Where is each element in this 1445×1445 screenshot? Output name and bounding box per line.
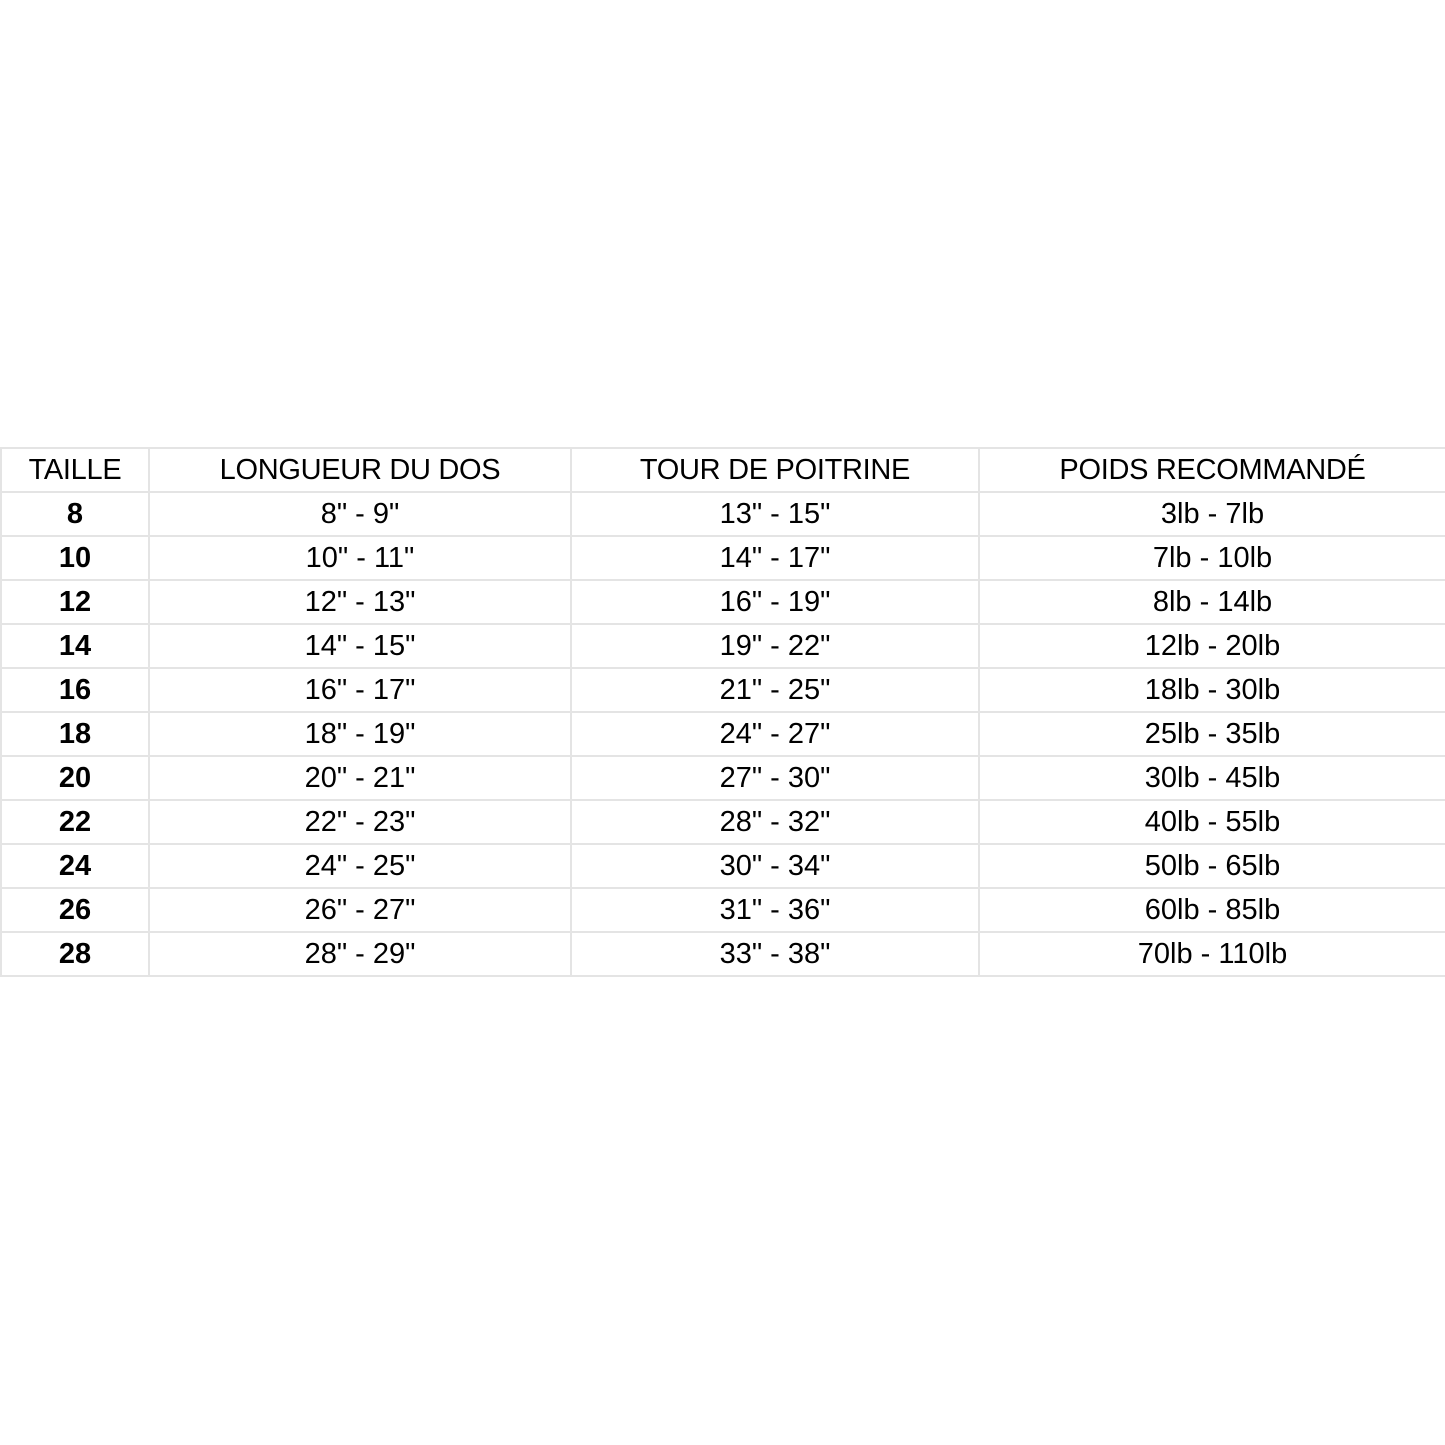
size-cell: 12 xyxy=(1,580,149,624)
table-row xyxy=(1,668,1445,712)
back-length-cell: 20" - 21" xyxy=(149,756,571,800)
back-length-cell: 24" - 25" xyxy=(149,844,571,888)
chest-cell: 33" - 38" xyxy=(571,932,979,976)
table-row xyxy=(1,624,1445,668)
chest-cell: 27" - 30" xyxy=(571,756,979,800)
back-length-cell: 8" - 9" xyxy=(149,492,571,536)
weight-cell: 8lb - 14lb xyxy=(979,580,1445,624)
chest-cell: 14" - 17" xyxy=(571,536,979,580)
back-length-cell: 16" - 17" xyxy=(149,668,571,712)
chest-cell: 21" - 25" xyxy=(571,668,979,712)
size-cell: 24 xyxy=(1,844,149,888)
chest-cell: 31" - 36" xyxy=(571,888,979,932)
table-header-row xyxy=(1,448,1445,492)
chest-cell: 19" - 22" xyxy=(571,624,979,668)
size-cell: 14 xyxy=(1,624,149,668)
table-row xyxy=(1,580,1445,624)
size-cell: 22 xyxy=(1,800,149,844)
back-length-cell: 26" - 27" xyxy=(149,888,571,932)
size-cell: 26 xyxy=(1,888,149,932)
back-length-cell: 22" - 23" xyxy=(149,800,571,844)
header-tour-de-poitrine: TOUR DE POITRINE xyxy=(571,448,979,492)
weight-cell: 18lb - 30lb xyxy=(979,668,1445,712)
weight-cell: 70lb - 110lb xyxy=(979,932,1445,976)
header-taille: TAILLE xyxy=(1,448,149,492)
table-row xyxy=(1,844,1445,888)
chest-cell: 13" - 15" xyxy=(571,492,979,536)
table-row xyxy=(1,756,1445,800)
size-cell: 20 xyxy=(1,756,149,800)
chest-cell: 30" - 34" xyxy=(571,844,979,888)
size-cell: 16 xyxy=(1,668,149,712)
back-length-cell: 14" - 15" xyxy=(149,624,571,668)
weight-cell: 7lb - 10lb xyxy=(979,536,1445,580)
size-cell: 10 xyxy=(1,536,149,580)
weight-cell: 60lb - 85lb xyxy=(979,888,1445,932)
size-cell: 8 xyxy=(1,492,149,536)
weight-cell: 12lb - 20lb xyxy=(979,624,1445,668)
back-length-cell: 12" - 13" xyxy=(149,580,571,624)
back-length-cell: 10" - 11" xyxy=(149,536,571,580)
back-length-cell: 28" - 29" xyxy=(149,932,571,976)
weight-cell: 40lb - 55lb xyxy=(979,800,1445,844)
table-row xyxy=(1,712,1445,756)
size-chart-table xyxy=(0,447,1445,977)
weight-cell: 3lb - 7lb xyxy=(979,492,1445,536)
table-row xyxy=(1,492,1445,536)
weight-cell: 25lb - 35lb xyxy=(979,712,1445,756)
table-row xyxy=(1,536,1445,580)
weight-cell: 30lb - 45lb xyxy=(979,756,1445,800)
weight-cell: 50lb - 65lb xyxy=(979,844,1445,888)
chest-cell: 16" - 19" xyxy=(571,580,979,624)
header-poids-recommande: POIDS RECOMMANDÉ xyxy=(979,448,1445,492)
table-row xyxy=(1,888,1445,932)
table-row xyxy=(1,800,1445,844)
chest-cell: 24" - 27" xyxy=(571,712,979,756)
back-length-cell: 18" - 19" xyxy=(149,712,571,756)
chest-cell: 28" - 32" xyxy=(571,800,979,844)
table-row xyxy=(1,932,1445,976)
header-longueur-du-dos: LONGUEUR DU DOS xyxy=(149,448,571,492)
size-cell: 18 xyxy=(1,712,149,756)
size-cell: 28 xyxy=(1,932,149,976)
